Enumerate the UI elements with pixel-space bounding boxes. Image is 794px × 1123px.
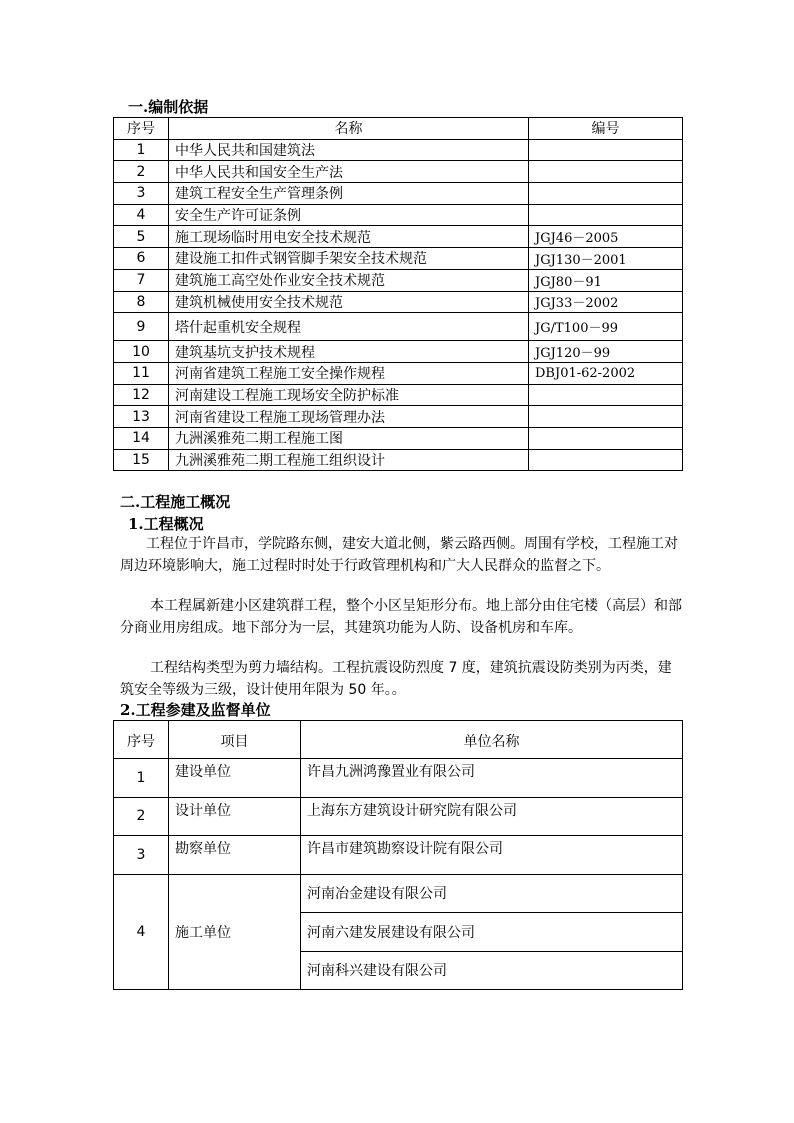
basis-row-code: JG/T100－99 xyxy=(529,313,683,341)
basis-row-no: 15 xyxy=(114,449,169,471)
basis-table xyxy=(113,117,683,471)
section2-heading: 二.工程施工概况 xyxy=(120,493,231,511)
basis-row xyxy=(114,204,683,226)
basis-row-code: JGJ130－2001 xyxy=(529,248,683,270)
units-row-unit: 河南六建发展建设有限公司 xyxy=(301,913,683,952)
basis-row-name: 中华人民共和国安全生产法 xyxy=(169,161,529,183)
basis-row-no: 13 xyxy=(114,406,169,428)
overview-paragraph-1: 工程位于许昌市，学院路东侧，建安大道北侧，紫云路西侧。周围有学校，工程施工对周边环境影响大，施工过程时时处于行政管理机构和广大人民群众的监督之下。 xyxy=(120,536,678,574)
basis-row-no: 12 xyxy=(114,384,169,406)
basis-row xyxy=(114,384,683,406)
basis-row-code xyxy=(529,204,683,226)
units-row-no: 4 xyxy=(114,874,169,990)
basis-row-no: 1 xyxy=(114,139,169,161)
basis-row xyxy=(114,313,683,341)
basis-header-row xyxy=(114,118,683,140)
basis-col-name: 名称 xyxy=(169,118,529,140)
basis-row-name: 施工现场临时用电安全技术规范 xyxy=(169,226,529,248)
units-row-no: 2 xyxy=(114,797,169,836)
units-row xyxy=(114,836,683,875)
section1-heading: 一.编制依据 xyxy=(128,98,209,116)
basis-row-no: 7 xyxy=(114,269,169,291)
units-header-row xyxy=(114,721,683,759)
units-heading: 2.工程参建及监督单位 xyxy=(120,701,271,719)
basis-row-name: 河南建设工程施工现场安全防护标准 xyxy=(169,384,529,406)
basis-row-code xyxy=(529,183,683,205)
basis-row-no: 14 xyxy=(114,427,169,449)
units-row-item: 施工单位 xyxy=(169,874,301,990)
basis-row-name: 建筑施工高空处作业安全技术规范 xyxy=(169,269,529,291)
basis-row-no: 2 xyxy=(114,161,169,183)
basis-row xyxy=(114,449,683,471)
basis-row-name: 建设施工扣件式钢管脚手架安全技术规范 xyxy=(169,248,529,270)
units-row-item: 建设单位 xyxy=(169,759,301,798)
basis-row-code: JGJ33－2002 xyxy=(529,291,683,313)
basis-row xyxy=(114,269,683,291)
basis-row-no: 4 xyxy=(114,204,169,226)
basis-row-name: 建筑基坑支护技术规程 xyxy=(169,341,529,363)
basis-row-code xyxy=(529,406,683,428)
units-row-unit: 河南科兴建设有限公司 xyxy=(301,951,683,990)
units-col-unit: 单位名称 xyxy=(301,721,683,759)
basis-row-no: 11 xyxy=(114,362,169,384)
units-row-unit: 上海东方建筑设计研究院有限公司 xyxy=(301,797,683,836)
units-row-no: 3 xyxy=(114,836,169,875)
basis-row xyxy=(114,139,683,161)
basis-col-code: 编号 xyxy=(529,118,683,140)
basis-row-code xyxy=(529,449,683,471)
basis-row-no: 9 xyxy=(114,313,169,341)
units-row-item: 设计单位 xyxy=(169,797,301,836)
basis-row-name: 河南省建设工程施工现场管理办法 xyxy=(169,406,529,428)
basis-row xyxy=(114,341,683,363)
units-col-no: 序号 xyxy=(114,721,169,759)
units-row-unit: 许昌市建筑勘察设计院有限公司 xyxy=(301,836,683,875)
basis-row-no: 6 xyxy=(114,248,169,270)
basis-row-code xyxy=(529,161,683,183)
units-table xyxy=(113,720,683,990)
basis-row-name: 河南省建筑工程施工安全操作规程 xyxy=(169,362,529,384)
basis-row-no: 3 xyxy=(114,183,169,205)
basis-row-code xyxy=(529,384,683,406)
units-col-item: 项目 xyxy=(169,721,301,759)
basis-row-no: 5 xyxy=(114,226,169,248)
basis-row-name: 九洲溪雅苑二期工程施工组织设计 xyxy=(169,449,529,471)
basis-row xyxy=(114,161,683,183)
basis-row-name: 建筑机械使用安全技术规范 xyxy=(169,291,529,313)
basis-row xyxy=(114,183,683,205)
basis-row-name: 建筑工程安全生产管理条例 xyxy=(169,183,529,205)
overview-paragraph-3: 工程结构类型为剪力墙结构。工程抗震设防烈度 7 度，建筑抗震设防类别为丙类，建筑安全等级为三级，设计使用年限为 50 年。。 xyxy=(120,660,672,698)
basis-row xyxy=(114,362,683,384)
units-row xyxy=(114,797,683,836)
overview-heading: 1.工程概况 xyxy=(128,515,204,533)
basis-row xyxy=(114,406,683,428)
basis-row-code: JGJ46－2005 xyxy=(529,226,683,248)
units-row-unit: 河南冶金建设有限公司 xyxy=(301,874,683,913)
basis-row-name: 安全生产许可证条例 xyxy=(169,204,529,226)
units-row-construction xyxy=(114,874,683,913)
basis-row xyxy=(114,291,683,313)
basis-row xyxy=(114,226,683,248)
basis-row-no: 8 xyxy=(114,291,169,313)
units-row-item: 勘察单位 xyxy=(169,836,301,875)
basis-row-code: JGJ80－91 xyxy=(529,269,683,291)
units-row-unit: 许昌九洲鸿豫置业有限公司 xyxy=(301,759,683,798)
units-row xyxy=(114,759,683,798)
basis-row-name: 九洲溪雅苑二期工程施工图 xyxy=(169,427,529,449)
basis-col-no: 序号 xyxy=(114,118,169,140)
units-row-no: 1 xyxy=(114,759,169,798)
basis-row-name: 中华人民共和国建筑法 xyxy=(169,139,529,161)
basis-row-code xyxy=(529,427,683,449)
basis-row-code: DBJ01-62-2002 xyxy=(529,362,683,384)
basis-row xyxy=(114,427,683,449)
basis-row-code xyxy=(529,139,683,161)
basis-row-no: 10 xyxy=(114,341,169,363)
overview-paragraph-2: 本工程属新建小区建筑群工程，整个小区呈矩形分布。地上部分由住宅楼（高层）和部分商业用房组成。地下部分为一层，其建筑功能为人防、设备机房和车库。 xyxy=(120,598,682,636)
basis-row-name: 塔什起重机安全规程 xyxy=(169,313,529,341)
basis-row-code: JGJ120－99 xyxy=(529,341,683,363)
basis-row xyxy=(114,248,683,270)
